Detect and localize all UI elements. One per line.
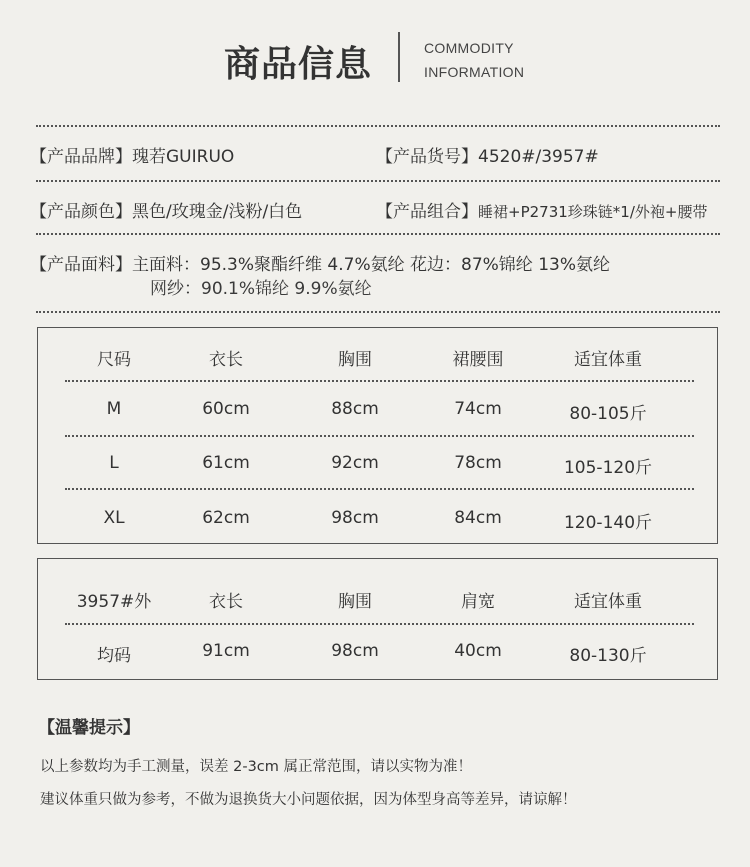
subtitle-line-1: COMMODITY: [424, 40, 514, 56]
table-header-cell: 肩宽: [461, 592, 495, 612]
fabric-label: 【产品面料】: [30, 255, 132, 275]
table-cell: 120-140斤: [563, 513, 653, 533]
tip-line-2: 建议体重只做为参考，不做为退换货大小问题依据，因为体型身高等差异，请谅解！: [40, 792, 577, 808]
table-cell: 98cm: [331, 508, 379, 528]
table-header-cell: 3957#外: [76, 592, 152, 612]
table-header-cell: 尺码: [97, 350, 131, 370]
table-divider: [65, 488, 694, 490]
brand-row: [30, 142, 234, 167]
table-divider: [65, 623, 694, 625]
divider: [36, 180, 720, 182]
table-cell: XL: [103, 508, 125, 528]
table-header-cell: 衣长: [209, 350, 243, 370]
table-cell: 60cm: [202, 399, 250, 419]
table-cell: 均码: [97, 646, 131, 666]
table-cell: L: [109, 453, 119, 473]
table-cell: M: [106, 399, 122, 419]
combo-label: 【产品组合】: [376, 202, 478, 222]
subtitle-line-2: INFORMATION: [424, 64, 525, 80]
table-cell: 74cm: [454, 399, 502, 419]
table-header-cell: 裙腰围: [452, 350, 504, 370]
table-divider: [65, 380, 694, 382]
table-header-cell: 适宜体重: [574, 350, 642, 370]
table-cell: 80-105斤: [569, 404, 647, 424]
fabric-line-1: 主面料：95.3%聚酯纤维 4.7%氨纶 花边：87%锦纶 13%氨纶: [132, 255, 610, 275]
size-table: [37, 327, 718, 544]
table-cell: 40cm: [454, 641, 502, 661]
page-title: 商品信息: [224, 44, 373, 85]
table-cell: 80-130斤: [569, 646, 647, 666]
combo-row: [376, 197, 707, 222]
table-cell: 84cm: [454, 508, 502, 528]
fabric-line-2: 网纱：90.1%锦纶 9.9%氨纶: [150, 279, 372, 299]
table-header-cell: 适宜体重: [574, 592, 642, 612]
table-cell: 62cm: [202, 508, 250, 528]
brand-label: 【产品品牌】: [30, 147, 132, 167]
page-header: [0, 30, 750, 90]
sku-row: [376, 142, 599, 167]
table-divider: [65, 435, 694, 437]
combo-value: 睡裙+P2731珍珠链*1/外袍+腰带: [478, 203, 708, 221]
table-cell: 98cm: [331, 641, 379, 661]
table-cell: 88cm: [331, 399, 379, 419]
outerwear-size-table: [37, 558, 718, 680]
divider: [36, 233, 720, 235]
fabric-row: [30, 250, 610, 275]
table-header-cell: 衣长: [209, 592, 243, 612]
table-cell: 105-120斤: [563, 458, 653, 478]
sku-value: 4520#/3957#: [478, 147, 599, 167]
brand-value: 瑰若GUIRUO: [132, 147, 235, 167]
divider: [36, 311, 720, 313]
divider: [36, 125, 720, 127]
table-cell: 92cm: [331, 453, 379, 473]
color-value: 黑色/玫瑰金/浅粉/白色: [132, 202, 303, 222]
table-header-cell: 胸围: [338, 350, 372, 370]
tip-line-1: 以上参数均为手工测量，误差 2-3cm 属正常范围，请以实物为准！: [40, 759, 472, 775]
sku-label: 【产品货号】: [376, 147, 478, 167]
table-cell: 78cm: [454, 453, 502, 473]
table-header-cell: 胸围: [338, 592, 372, 612]
color-row: [30, 197, 302, 222]
table-cell: 61cm: [202, 453, 250, 473]
header-divider: [398, 32, 400, 82]
table-cell: 91cm: [202, 641, 250, 661]
color-label: 【产品颜色】: [30, 202, 132, 222]
tips-title: 【温馨提示】: [38, 718, 140, 738]
page-subtitle: [424, 36, 524, 84]
